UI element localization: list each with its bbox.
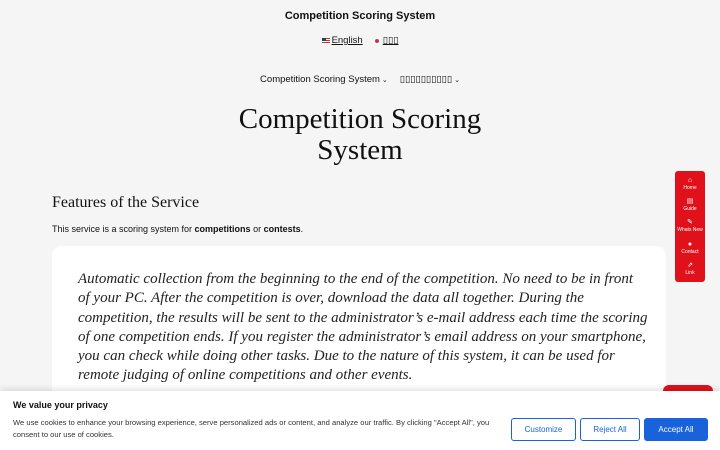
reject-all-button[interactable]: Reject All [580,418,640,441]
cookie-title: We value your privacy [13,400,108,410]
side-menu-label: Home [683,184,697,191]
customize-button[interactable]: Customize [511,418,576,441]
external-link-icon: ⇗ [687,262,693,270]
side-menu-label: Whats New [677,227,703,234]
pencil-icon: ✎ [687,219,693,227]
side-menu-home[interactable] [675,173,705,194]
side-menu-label: Link [685,270,695,277]
home-icon: ⌂ [687,176,693,184]
feature-card-text: Automatic collection from the beginning to the end of the competition. No need to be in front of your PC. After the competition is over, download the data all together. During the competition, the results will be sent to the administrator’s e-mail address each time the scoring of one competition ends. If you register the administrator’s email address on your smartphone, you can check while doing other tasks. Due to the nature of this system, it can be used for remote judging of online competitions and other events. [78,271,648,384]
nav-item-label: Competition Scoring System [260,74,380,85]
site-title[interactable]: Competition Scoring System [284,10,436,22]
cookie-consent-banner [0,391,720,450]
intro-text [52,224,303,234]
side-menu-label: Guide [683,206,697,213]
language-english-label: English [331,35,363,46]
intro-bold-contests: contests [263,224,301,234]
language-japanese-link[interactable] [373,35,399,46]
side-menu-guide[interactable] [675,194,705,215]
intro-prefix: This service is a scoring system for [52,224,195,234]
side-menu-contact[interactable] [675,237,705,258]
intro-middle: or [250,224,264,234]
chevron-down-icon: ⌄ [454,76,460,84]
language-switcher [0,35,720,46]
language-english-link[interactable] [322,35,363,46]
document-icon: ▤ [686,198,694,206]
chevron-down-icon: ⌄ [381,76,388,84]
nav-item-japanese[interactable] [400,74,460,85]
language-japanese-label: ▯▯▯ [382,35,399,46]
side-menu-label: Contact [681,248,699,255]
cookie-description: We use cookies to enhance your browsing experience, serve personalized ads or content, and analyze our traffic. By clicking "Accept All", you consent to our use of cookies. [13,418,490,439]
side-menu [675,171,705,282]
side-menu-whats-new[interactable] [675,216,705,237]
main-nav [0,74,720,85]
nav-item-label: ▯▯▯▯▯▯▯▯▯▯ [399,74,453,85]
section-heading: Features of the Service [52,194,200,211]
side-menu-link[interactable] [675,259,705,280]
jp-flag-icon [373,38,381,44]
person-icon: ● [687,240,693,248]
intro-suffix: . [300,224,304,234]
intro-bold-competitions: competitions [194,224,251,234]
page-title: Competition Scoring System [238,103,482,166]
accept-all-button[interactable]: Accept All [644,418,708,441]
nav-item-competition-scoring[interactable] [260,74,388,85]
us-flag-icon [322,38,330,44]
